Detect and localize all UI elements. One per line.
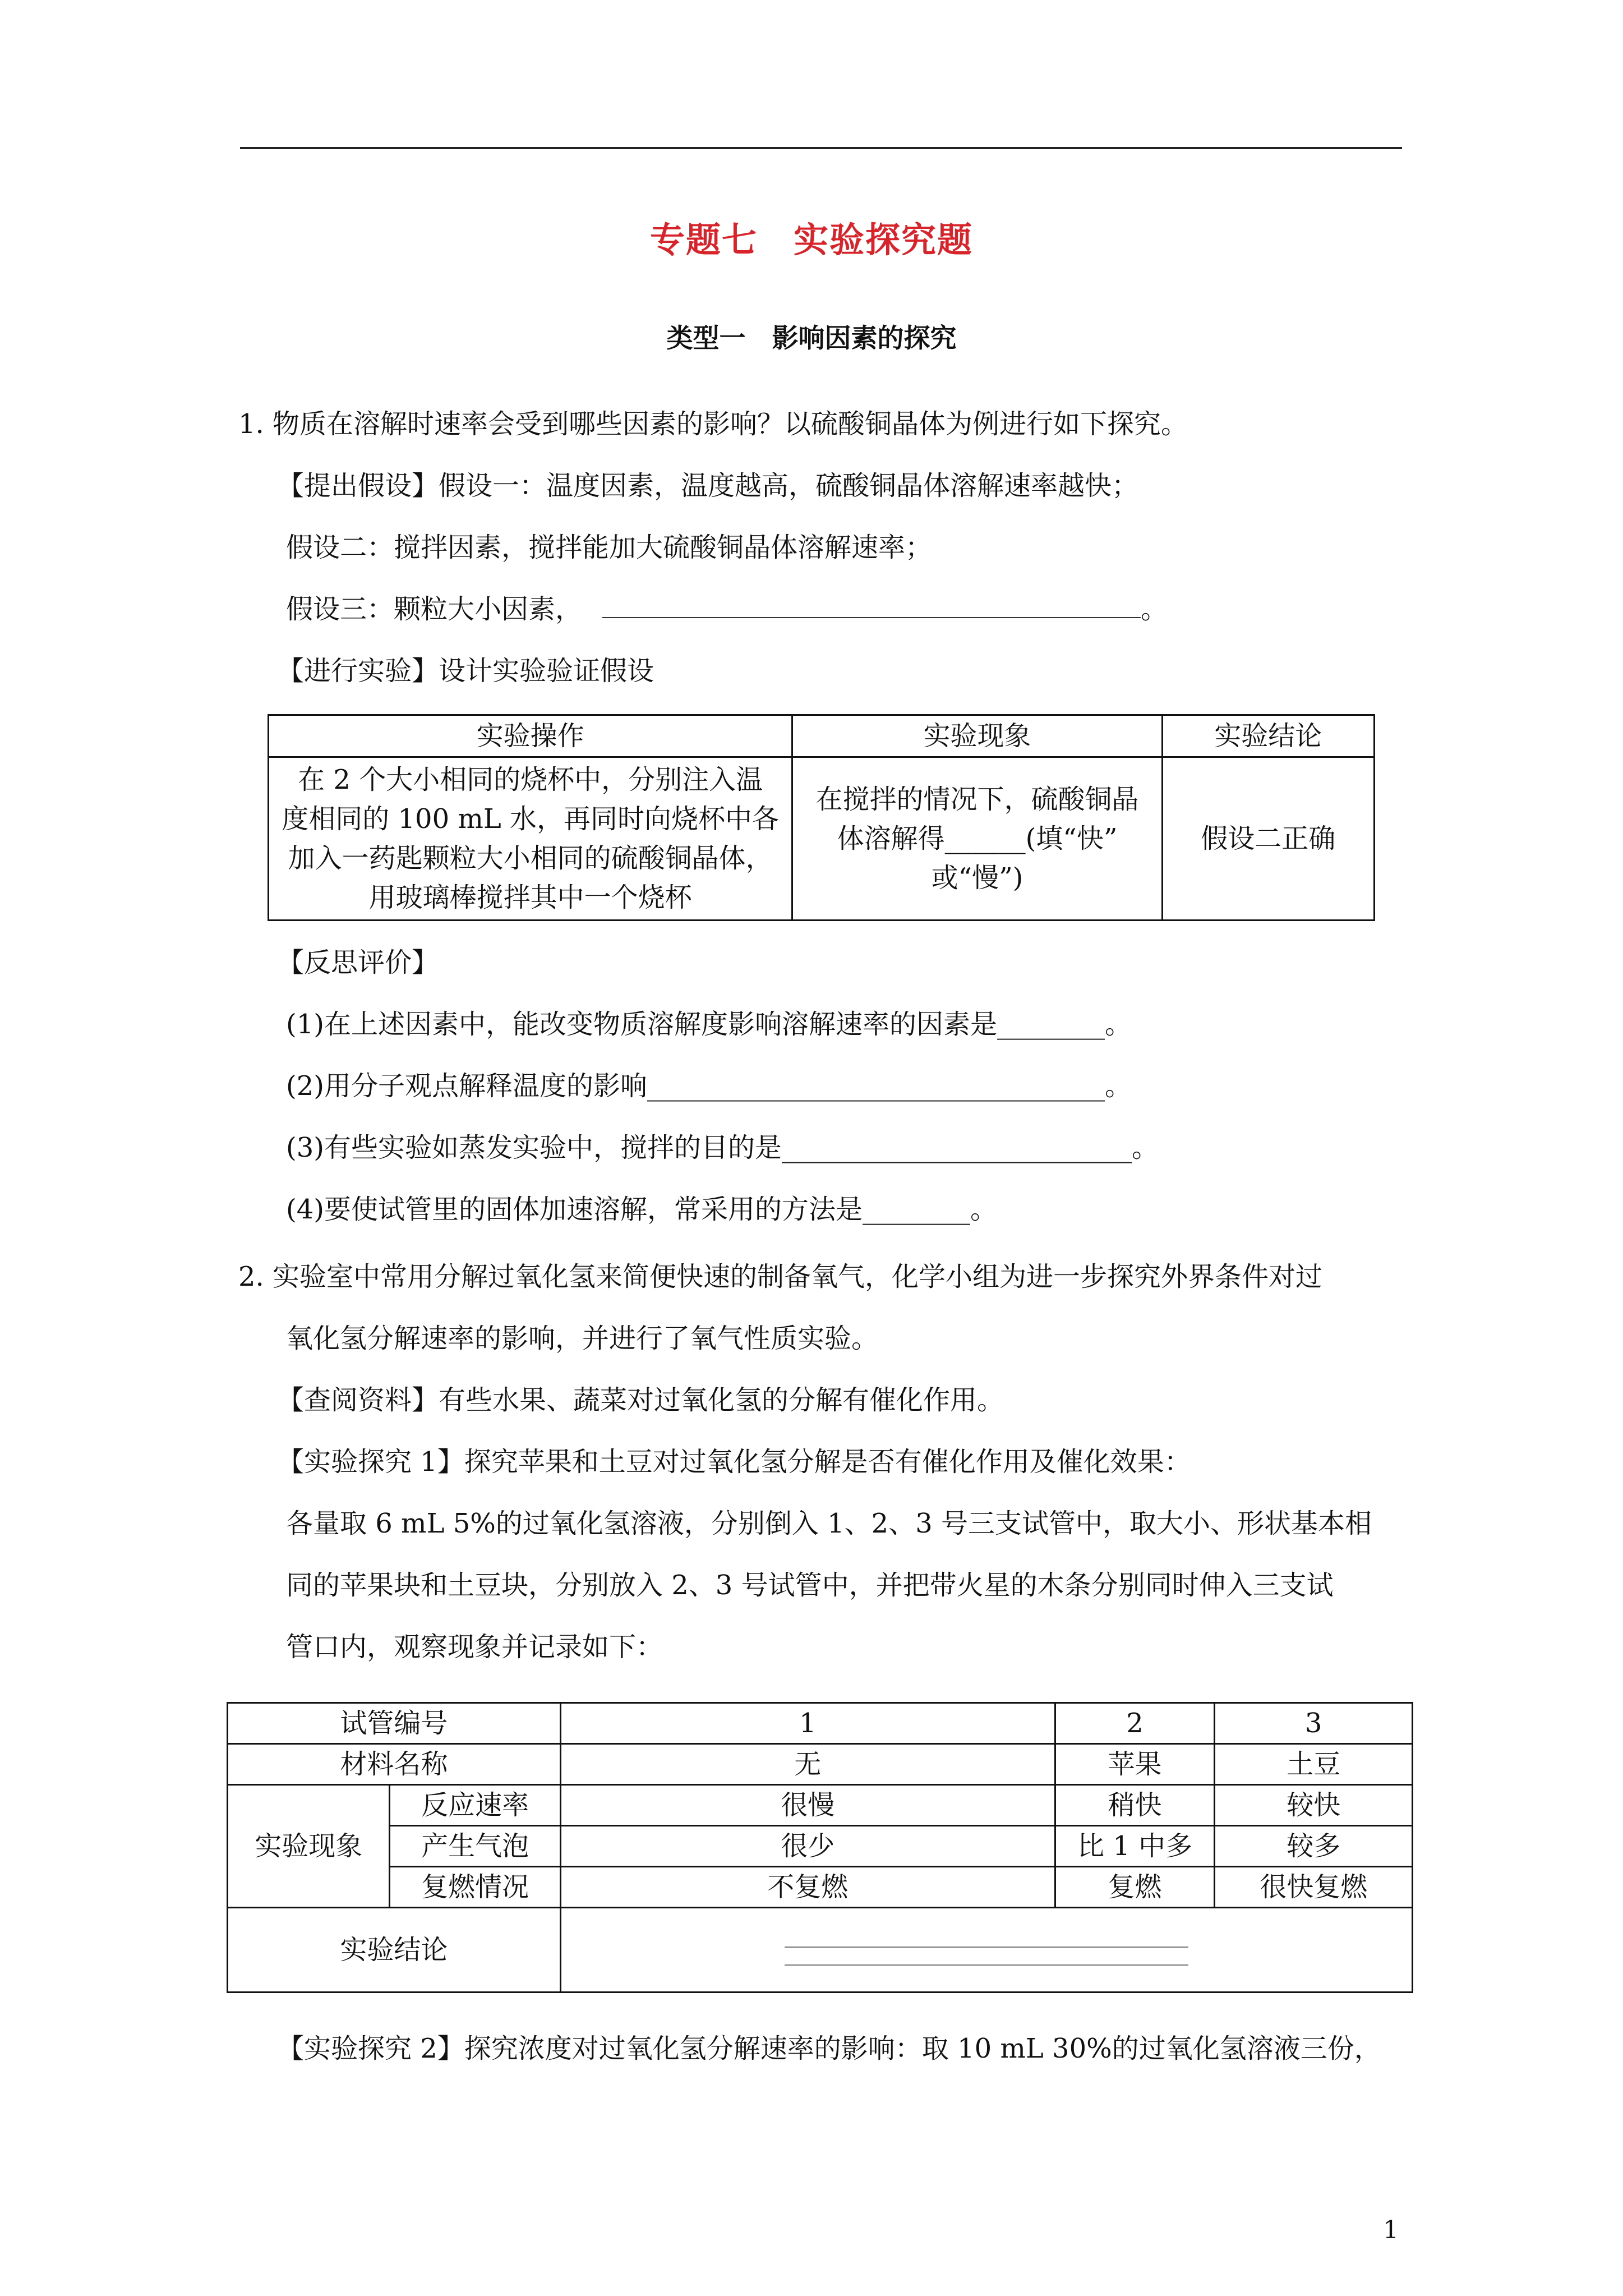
answer-line xyxy=(785,1934,1188,1948)
table-cell: 很快复燃 xyxy=(1215,1867,1413,1908)
table-row xyxy=(228,1908,1413,1993)
rate-label: 反应速率 xyxy=(390,1785,560,1826)
q2-reference: 【查阅资料】有些水果、蔬菜对过氧化氢的分解有催化作用。 xyxy=(277,1384,1004,1416)
table-row xyxy=(228,1744,1413,1785)
header-operation: 实验操作 xyxy=(269,715,792,757)
conclusion-cell: 假设二正确 xyxy=(1162,757,1374,921)
table-header-row xyxy=(269,715,1375,757)
q2-observation-table xyxy=(227,1702,1413,1993)
q2-stem-line-1: 2. 实验室中常用分解过氧化氢来简便快速的制备氧气，化学小组为进一步探究外界条件对过 xyxy=(238,1261,1323,1292)
q1-reflection-4: (4)要使试管里的固体加速溶解，常采用的方法是________。 xyxy=(286,1194,997,1225)
table-cell: 不复燃 xyxy=(560,1867,1055,1908)
conclusion-answer-cell[interactable] xyxy=(560,1908,1412,1993)
phenomenon-line: 体溶解得______(填“快” xyxy=(837,823,1118,854)
material-label: 材料名称 xyxy=(228,1744,561,1785)
table-cell: 苹果 xyxy=(1055,1744,1215,1785)
q1-hypothesis-3-text: 假设三：颗粒大小因素， xyxy=(286,593,583,625)
bubbles-label: 产生气泡 xyxy=(390,1826,560,1867)
answer-line xyxy=(785,1952,1188,1966)
table-cell: 很慢 xyxy=(560,1785,1055,1826)
q1-hypothesis-3 xyxy=(286,592,1168,626)
table-row xyxy=(269,757,1375,921)
table-cell: 2 xyxy=(1055,1703,1215,1744)
q1-hypothesis-1: 【提出假设】假设一：温度因素，温度越高，硫酸铜晶体溶解速率越快； xyxy=(277,470,1139,501)
table-row xyxy=(228,1785,1413,1826)
q1-hypothesis-3-blank[interactable] xyxy=(602,592,1141,618)
q2-explore-1: 【实验探究 1】探究苹果和土豆对过氧化氢分解是否有催化作用及催化效果： xyxy=(277,1446,1191,1478)
q1-hypothesis-2: 假设二：搅拌因素，搅拌能加大硫酸铜晶体溶解速率； xyxy=(286,532,933,563)
operation-line: 度相同的 100 mL 水，再同时向烧杯中各 xyxy=(282,803,780,835)
q1-reflection-2: (2)用分子观点解释温度的影响__________________________________。 xyxy=(286,1070,1132,1102)
operation-line: 加入一药匙颗粒大小相同的硫酸铜晶体， xyxy=(288,843,773,874)
table-row xyxy=(228,1867,1413,1908)
q2-procedure-line: 同的苹果块和土豆块，分别放入 2、3 号试管中，并把带火星的木条分别同时伸入三支试 xyxy=(286,1570,1334,1601)
table-cell: 复燃 xyxy=(1055,1867,1215,1908)
q2-procedure-line: 管口内，观察现象并记录如下： xyxy=(286,1631,663,1663)
q1-reflection-3: (3)有些实验如蒸发实验中，搅拌的目的是__________________________。 xyxy=(286,1132,1159,1163)
table-cell: 较快 xyxy=(1215,1785,1413,1826)
phenomenon-group-label: 实验现象 xyxy=(228,1785,390,1908)
header-phenomenon: 实验现象 xyxy=(792,715,1162,757)
page-number: 1 xyxy=(1383,2216,1399,2244)
q2-explore-2: 【实验探究 2】探究浓度对过氧化氢分解速率的影响：取 10 mL 30%的过氧化氢溶液三份， xyxy=(277,2033,1381,2064)
header-rule xyxy=(240,147,1402,149)
table-cell: 很少 xyxy=(560,1826,1055,1867)
table-cell: 土豆 xyxy=(1215,1744,1413,1785)
phenomenon-cell xyxy=(792,757,1162,921)
table-row xyxy=(228,1826,1413,1867)
page-title: 专题七 实验探究题 xyxy=(649,219,973,260)
phenomenon-line: 在搅拌的情况下，硫酸铜晶 xyxy=(815,784,1139,815)
section-subtitle: 类型一 影响因素的探究 xyxy=(666,323,957,354)
q1-experiment-heading: 【进行实验】设计实验验证假设 xyxy=(277,655,654,687)
q1-stem: 1. 物质在溶解时速率会受到哪些因素的影响？以硫酸铜晶体为例进行如下探究。 xyxy=(238,408,1188,440)
table-cell: 稍快 xyxy=(1055,1785,1215,1826)
tube-number-label: 试管编号 xyxy=(228,1703,561,1744)
relight-label: 复燃情况 xyxy=(390,1867,560,1908)
operation-cell xyxy=(269,757,792,921)
table-row xyxy=(228,1703,1413,1744)
table-cell: 较多 xyxy=(1215,1826,1413,1867)
table-cell: 比 1 中多 xyxy=(1055,1826,1215,1867)
q1-reflection-heading: 【反思评价】 xyxy=(277,947,439,978)
q1-hypothesis-3-end: 。 xyxy=(1141,593,1168,625)
q1-experiment-table xyxy=(268,714,1375,921)
q2-stem-line-2: 氧化氢分解速率的影响，并进行了氧气性质实验。 xyxy=(286,1323,879,1354)
table-cell: 无 xyxy=(560,1744,1055,1785)
operation-line: 在 2 个大小相同的烧杯中，分别注入温 xyxy=(298,764,763,795)
table-cell: 3 xyxy=(1215,1703,1413,1744)
header-conclusion: 实验结论 xyxy=(1162,715,1374,757)
table-cell: 1 xyxy=(560,1703,1055,1744)
phenomenon-line: 或“慢”) xyxy=(931,862,1023,894)
operation-line: 用玻璃棒搅拌其中一个烧杯 xyxy=(368,882,692,913)
q2-procedure-line: 各量取 6 mL 5%的过氧化氢溶液，分别倒入 1、2、3 号三支试管中，取大小、形状基本相 xyxy=(286,1508,1372,1539)
q1-reflection-1: (1)在上述因素中，能改变物质溶解度影响溶解速率的因素是________。 xyxy=(286,1009,1132,1040)
conclusion-label: 实验结论 xyxy=(228,1908,561,1993)
